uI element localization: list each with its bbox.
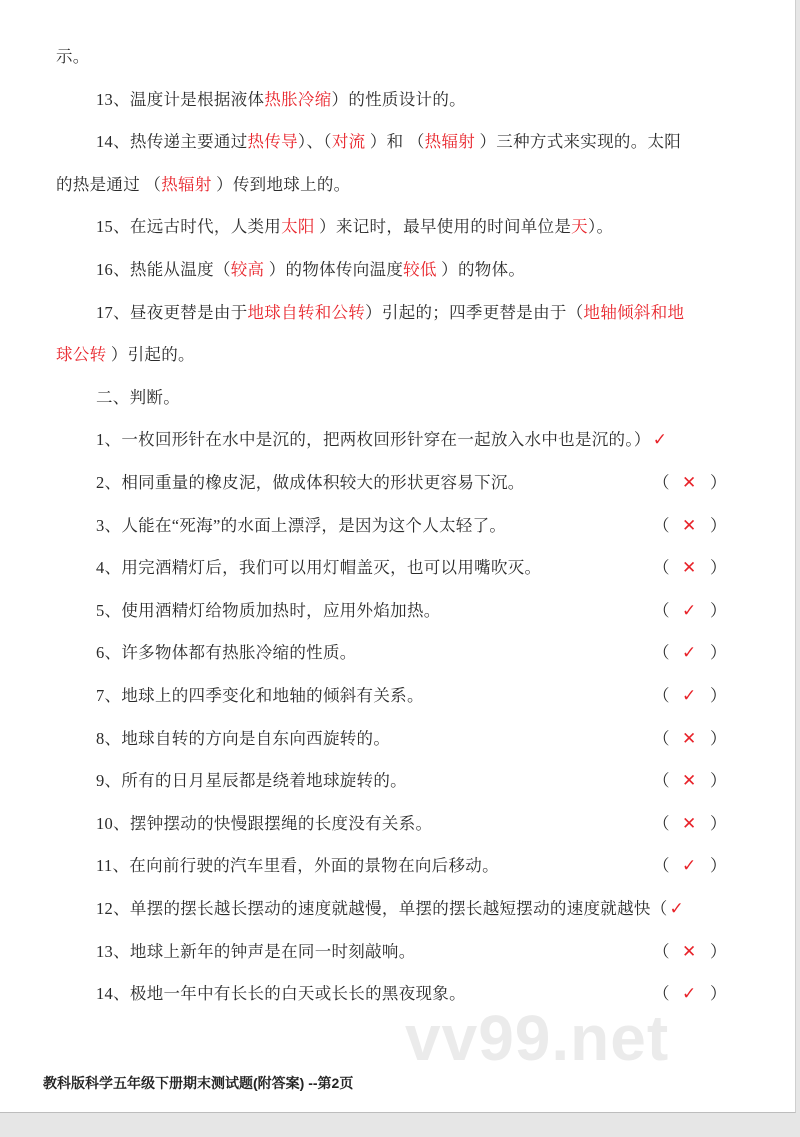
fill-in-line (96, 303, 684, 323)
question-text: ）的物体传向温度 (264, 260, 404, 279)
page-footer: 教科版科学五年级下册期末测试题(附答案) --第2页 (43, 1075, 354, 1091)
judgment-text: 14、极地一年中有长长的白天或长长的黑夜现象。 (96, 984, 466, 1003)
fill-in-line (56, 47, 90, 67)
check-mark-icon: ✓ (682, 686, 697, 705)
judgment-text: 12、单摆的摆长越长摆动的速度就越慢，单摆的摆长越短摆动的速度就越快（ (96, 899, 668, 918)
judgment-text: 6、许多物体都有热胀冷缩的性质。 (96, 643, 357, 662)
fill-in-line (56, 175, 350, 195)
answer-text: 太阳 (281, 217, 315, 236)
answer-paren-close: ） (710, 686, 727, 705)
question-text: ）。 (587, 217, 614, 236)
answer-paren-close: ） (710, 643, 727, 662)
answer-text: 天 (571, 217, 588, 236)
answer-paren-open: （ (653, 942, 670, 961)
judgment-text: 4、用完酒精灯后，我们可以用灯帽盖灭，也可以用嘴吹灭。 (96, 558, 542, 577)
judgment-text: 5、使用酒精灯给物质加热时，应用外焰加热。 (96, 601, 441, 620)
question-text: ）引起的；四季更替是由于（ (365, 303, 584, 322)
question-text: 14、热传递主要通过 (96, 132, 248, 151)
answer-paren-open: （ (653, 856, 670, 875)
answer-paren-open: （ (653, 601, 670, 620)
judgment-item (96, 771, 407, 791)
judgment-text: 9、所有的日月星辰都是绕着地球旋转的。 (96, 771, 407, 790)
question-text: 13、温度计是根据液体 (96, 90, 265, 109)
question-text: 示。 (56, 47, 90, 66)
check-mark-icon: ✓ (682, 856, 697, 875)
cross-mark-icon: ✕ (682, 814, 697, 833)
question-text: ）传到地球上的。 (211, 175, 351, 194)
question-text: ）和 （ (365, 132, 425, 151)
judgment-item (96, 729, 390, 749)
check-mark-icon: ✓ (682, 984, 697, 1003)
question-text: ）的性质设计的。 (331, 90, 466, 109)
judgment-text: 7、地球上的四季变化和地轴的倾斜有关系。 (96, 686, 424, 705)
answer-paren-open: （ (653, 516, 670, 535)
answer-paren-open: （ (653, 729, 670, 748)
check-mark-icon: ✓ (682, 601, 697, 620)
answer-paren-open: （ (653, 473, 670, 492)
watermark: vv99.net (405, 1002, 670, 1074)
answer-text: 地轴倾斜和地 (583, 303, 685, 322)
question-text: 二、判断。 (96, 388, 180, 407)
answer-paren-open: （ (653, 771, 670, 790)
judgment-item (96, 430, 667, 450)
judgment-text: 3、人能在“死海”的水面上漂浮，是因为这个人太轻了。 (96, 516, 507, 535)
cross-mark-icon: ✕ (682, 473, 697, 492)
answer-paren-open: （ (653, 686, 670, 705)
fill-in-line (96, 132, 681, 152)
judgment-item (96, 814, 432, 834)
answer-paren-close: ） (710, 856, 727, 875)
judgment-item (96, 899, 684, 919)
question-text: ）引起的。 (106, 345, 195, 364)
judgment-item (96, 686, 424, 706)
question-text: ）、（ (297, 132, 332, 151)
cross-mark-icon: ✕ (682, 729, 697, 748)
answer-paren-open: （ (653, 558, 670, 577)
answer-paren-close: ） (710, 516, 727, 535)
question-text: 16、热能从温度（ (96, 260, 231, 279)
fill-in-line (96, 90, 466, 110)
answer-paren-close: ） (710, 473, 727, 492)
check-mark-icon: ✓ (682, 643, 697, 662)
check-mark-icon: ✓ (652, 430, 668, 449)
answer-paren-open: （ (653, 814, 670, 833)
fill-in-line (96, 260, 525, 280)
cross-mark-icon: ✕ (682, 942, 697, 961)
question-text: 17、昼夜更替是由于 (96, 303, 248, 322)
question-text: ）三种方式来实现的。太阳 (475, 132, 682, 151)
judgment-item (96, 601, 441, 621)
question-text: 15、在远古时代，人类用 (96, 217, 282, 236)
question-text: ）的物体。 (436, 260, 526, 279)
answer-paren-close: ） (710, 729, 727, 748)
answer-paren-close: ） (710, 984, 727, 1003)
judgment-item (96, 984, 466, 1004)
judgment-item (96, 856, 499, 876)
answer-paren-close: ） (710, 601, 727, 620)
answer-text: 较低 (403, 260, 437, 279)
answer-text: 热胀冷缩 (264, 90, 332, 109)
cross-mark-icon: ✕ (682, 516, 697, 535)
judgment-text: 1、一枚回形针在水中是沉的，把两枚回形针穿在一起放入水中也是沉的。） (96, 430, 651, 449)
answer-text: 热传导 (247, 132, 298, 151)
judgment-text: 8、地球自转的方向是自东向西旋转的。 (96, 729, 391, 748)
judgment-item (96, 516, 506, 536)
question-text: ）来记时，最早使用的时间单位是 (314, 217, 572, 236)
judgment-text: 10、摆钟摆动的快慢跟摆绳的长度没有关系。 (96, 814, 433, 833)
answer-text: 地球自转和公转 (247, 303, 366, 322)
judgment-text: 13、地球上新年的钟声是在同一时刻敲响。 (96, 942, 416, 961)
cross-mark-icon: ✕ (682, 558, 697, 577)
fill-in-line (56, 345, 195, 365)
judgment-text: 11、在向前行驶的汽车里看，外面的景物在向后移动。 (96, 856, 499, 875)
answer-text: 较高 (230, 260, 265, 279)
judgment-item (96, 473, 525, 493)
judgment-item (96, 942, 416, 962)
fill-in-line (96, 388, 180, 408)
judgment-item (96, 558, 541, 578)
judgment-item (96, 643, 357, 663)
cross-mark-icon: ✕ (682, 771, 697, 790)
question-text: 的热是通过 （ (56, 175, 162, 194)
judgment-text: 2、相同重量的橡皮泥，做成体积较大的形状更容易下沉。 (96, 473, 525, 492)
check-mark-icon: ✓ (669, 899, 685, 918)
answer-text: 对流 (331, 132, 366, 151)
answer-paren-close: ） (710, 558, 727, 577)
answer-paren-open: （ (653, 984, 670, 1003)
answer-paren-close: ） (710, 771, 727, 790)
answer-paren-close: ） (710, 942, 727, 961)
answer-text: 热辐射 (424, 132, 476, 151)
answer-paren-close: ） (710, 814, 727, 833)
answer-text: 球公转 (56, 345, 107, 364)
fill-in-line (96, 217, 613, 237)
answer-text: 热辐射 (161, 175, 212, 194)
answer-paren-open: （ (653, 643, 670, 662)
